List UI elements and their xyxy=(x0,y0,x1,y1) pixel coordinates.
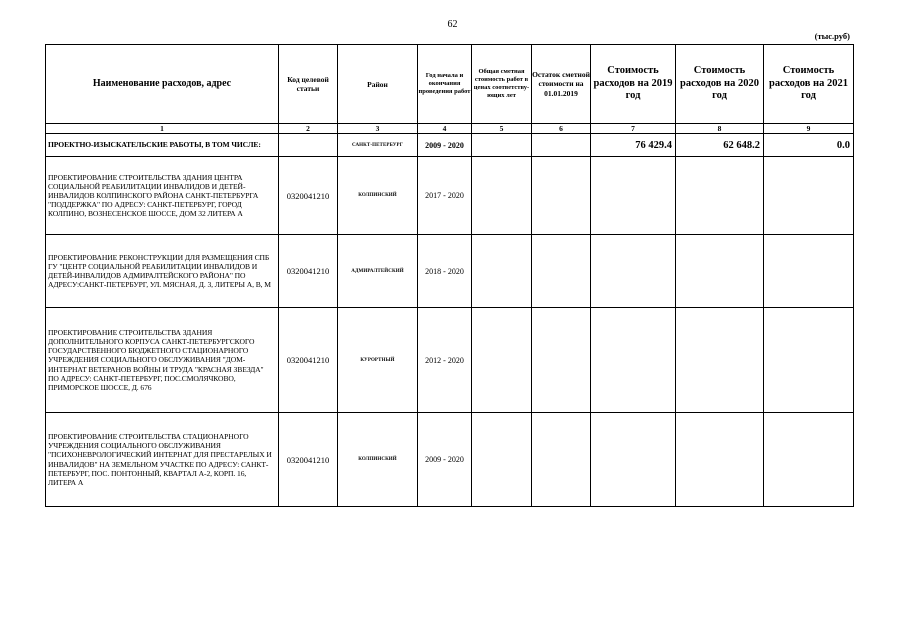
row-cost-2019 xyxy=(591,308,676,413)
row-total-cost xyxy=(472,134,532,157)
row-name: ПРОЕКТИРОВАНИЕ СТРОИТЕЛЬСТВА ЗДАНИЯ ЦЕНТРА СОЦИАЛЬНОЙ РЕАБИЛИТАЦИИ ИНВАЛИДОВ И ДЕТЕЙ-ИНВАЛИДОВ КОЛПИНСКОГО РАЙОНА САНКТ-ПЕТЕРБУРГА "ПОДДЕРЖКА" ПО АДРЕСУ: САНКТ-ПЕТЕРБУРГ, ГОРОД КОЛПИНО, ВОЗНЕСЕНСКОЕ ШОССЕ, ДОМ 32 ЛИТЕРА А xyxy=(46,157,279,235)
row-district: КОЛПИНСКИЙ xyxy=(338,157,418,235)
column-number: 6 xyxy=(532,124,591,134)
row-name: ПРОЕКТИРОВАНИЕ РЕКОНСТРУКЦИИ ДЛЯ РАЗМЕЩЕНИЯ СПБ ГУ "ЦЕНТР СОЦИАЛЬНОЙ РЕАБИЛИТАЦИИ ИНВАЛИДОВ И ДЕТЕЙ-ИНВАЛИДОВ АДМИРАЛТЕЙСКОГО РАЙОНА" ПО АДРЕСУ:САНКТ-ПЕТЕРБУРГ, УЛ. МЯСНАЯ, Д. 3, ЛИТЕРЫ А, В, М xyxy=(46,235,279,308)
column-number: 7 xyxy=(591,124,676,134)
column-number: 5 xyxy=(472,124,532,134)
row-code: 0320041210 xyxy=(279,157,338,235)
row-remainder xyxy=(532,413,591,507)
row-years: 2012 - 2020 xyxy=(418,308,472,413)
row-total-cost xyxy=(472,235,532,308)
row-district: АДМИРАЛТЕЙСКИЙ xyxy=(338,235,418,308)
row-cost-2019 xyxy=(591,413,676,507)
row-cost-2020 xyxy=(676,413,764,507)
header-district: Район xyxy=(338,45,418,124)
row-remainder xyxy=(532,157,591,235)
row-remainder xyxy=(532,235,591,308)
row-code: 0320041210 xyxy=(279,308,338,413)
row-remainder xyxy=(532,308,591,413)
column-number: 1 xyxy=(46,124,279,134)
row-total-cost xyxy=(472,157,532,235)
column-number: 4 xyxy=(418,124,472,134)
row-name: ПРОЕКТИРОВАНИЕ СТРОИТЕЛЬСТВА СТАЦИОНАРНОГО УЧРЕЖДЕНИЯ СОЦИАЛЬНОГО ОБСЛУЖИВАНИЯ "ПСИХОНЕВРОЛОГИЧЕСКИЙ ИНТЕРНАТ ДЛЯ ПРЕСТАРЕЛЫХ И ИНВАЛИДОВ" НА ЗЕМЕЛЬНОМ УЧАСТКЕ ПО АДРЕСУ: САНКТ-ПЕТЕРБУРГ, ПОС. ПОНТОННЫЙ, КВАРТАЛ А-2, КОРП. 16, ЛИТЕРА А xyxy=(46,413,279,507)
column-number: 2 xyxy=(279,124,338,134)
row-cost-2021 xyxy=(764,157,854,235)
header-cost-2019: Стоимость расходов на 2019 год xyxy=(591,45,676,124)
row-district: КУРОРТНЫЙ xyxy=(338,308,418,413)
row-name: ПРОЕКТНО-ИЗЫСКАТЕЛЬСКИЕ РАБОТЫ, В ТОМ ЧИСЛЕ: xyxy=(46,134,279,157)
table-row xyxy=(46,308,854,413)
column-number: 9 xyxy=(764,124,854,134)
row-code xyxy=(279,134,338,157)
header-row xyxy=(46,45,854,124)
expenses-table xyxy=(45,44,854,507)
header-cost-2021: Стоимость расходов на 2021 год xyxy=(764,45,854,124)
page-number: 62 xyxy=(447,19,458,30)
row-cost-2021 xyxy=(764,308,854,413)
column-number-row xyxy=(46,124,854,134)
column-number: 3 xyxy=(338,124,418,134)
row-cost-2020: 62 648.2 xyxy=(676,134,764,157)
row-cost-2020 xyxy=(676,308,764,413)
row-district: САНКТ-ПЕТЕРБУРГ xyxy=(338,134,418,157)
row-cost-2019 xyxy=(591,235,676,308)
header-code: Код целевой статьи xyxy=(279,45,338,124)
row-years: 2018 - 2020 xyxy=(418,235,472,308)
column-number: 8 xyxy=(676,124,764,134)
row-cost-2021 xyxy=(764,413,854,507)
row-total-cost xyxy=(472,308,532,413)
row-cost-2020 xyxy=(676,235,764,308)
row-cost-2019 xyxy=(591,157,676,235)
row-years: 2009 - 2020 xyxy=(418,134,472,157)
table-row xyxy=(46,157,854,235)
row-cost-2021: 0.0 xyxy=(764,134,854,157)
row-name: ПРОЕКТИРОВАНИЕ СТРОИТЕЛЬСТВА ЗДАНИЯ ДОПОЛНИТЕЛЬНОГО КОРПУСА САНКТ-ПЕТЕРБУРГСКОГО ГОСУДАРСТВЕННОГО БЮДЖЕТНОГО СТАЦИОНАРНОГО УЧРЕЖДЕНИЯ СОЦИАЛЬНОГО ОБСЛУЖИВАНИЯ "ДОМ-ИНТЕРНАТ ВЕТЕРАНОВ ВОЙНЫ И ТРУДА "КРАСНАЯ ЗВЕЗДА" ПО АДРЕСУ: САНКТ-ПЕТЕРБУРГ, ПОС.СМОЛЯЧКОВО, ПРИМОРСКОЕ ШОССЕ, Д. 676 xyxy=(46,308,279,413)
row-district: КОЛПИНСКИЙ xyxy=(338,413,418,507)
header-remainder: Остаток сметной стоимости на 01.01.2019 xyxy=(532,45,591,124)
header-years: Год начала и окончания проведения работ xyxy=(418,45,472,124)
row-years: 2017 - 2020 xyxy=(418,157,472,235)
header-total-cost: Общая сметная стоимость работ в ценах соответству-ющих лет xyxy=(472,45,532,124)
row-total-cost xyxy=(472,413,532,507)
row-code: 0320041210 xyxy=(279,235,338,308)
units-label: (тыс.руб) xyxy=(814,31,850,41)
row-cost-2020 xyxy=(676,157,764,235)
table-row xyxy=(46,235,854,308)
row-code: 0320041210 xyxy=(279,413,338,507)
header-cost-2020: Стоимость расходов на 2020 год xyxy=(676,45,764,124)
row-remainder xyxy=(532,134,591,157)
summary-row xyxy=(46,134,854,157)
row-cost-2019: 76 429.4 xyxy=(591,134,676,157)
header-name: Наименование расходов, адрес xyxy=(46,45,279,124)
row-cost-2021 xyxy=(764,235,854,308)
table-row xyxy=(46,413,854,507)
row-years: 2009 - 2020 xyxy=(418,413,472,507)
